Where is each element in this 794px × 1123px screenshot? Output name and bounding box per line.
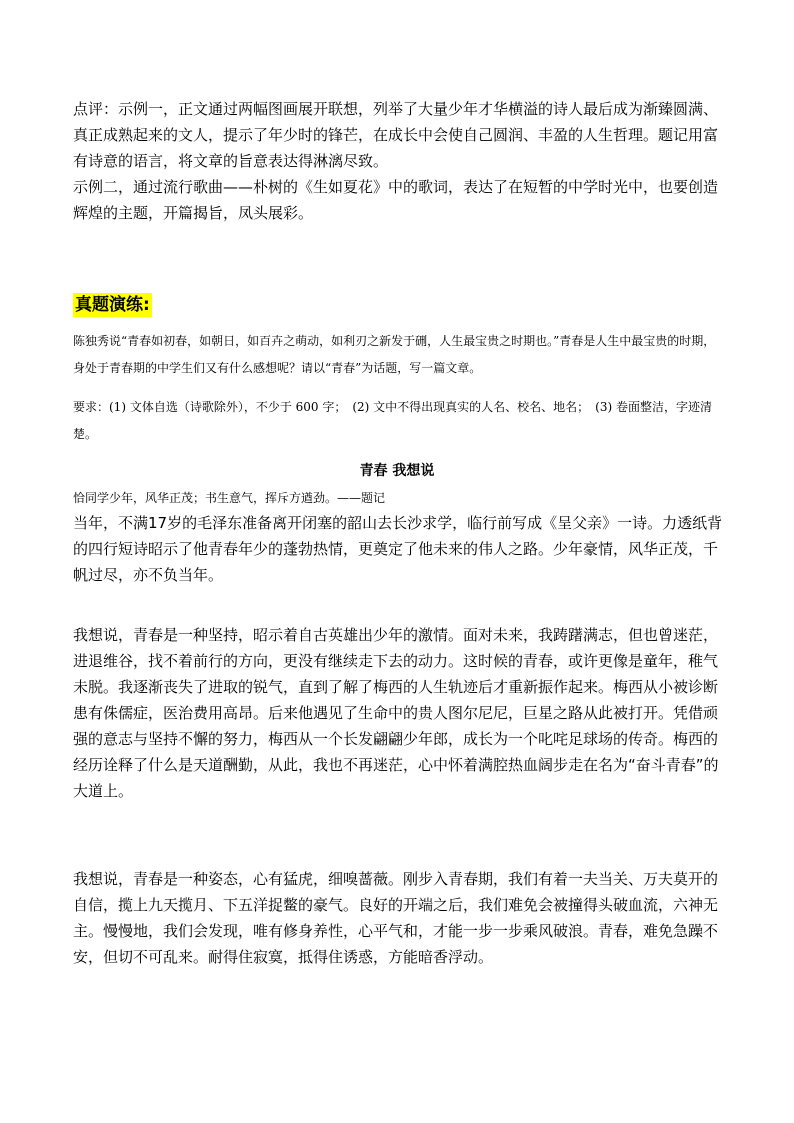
prompt-text: 陈独秀说“青春如初春，如朝日，如百卉之萌动，如利刃之新发于硎，人生最宝贵之时期也。”青春是人生中最宝贵的时期，身处于青春期的中学生们又有什么感想呢？请以“青春”为话题，写一篇文章。 (73, 334, 716, 375)
essay-paragraph-1: 当年，不满17岁的毛泽东准备离开闭塞的韶山去长沙求学，临行前写成《呈父亲》一诗。力透纸背的四行短诗昭示了他青春年少的蓬勃热情，更奠定了他未来的伟人之路。少年豪情，风华正茂，千帆过尽，亦不负当年。 (73, 514, 723, 584)
comment-paragraph-2: 示例二，通过流行歌曲——朴树的《生如夏花》中的歌词，表达了在短暂的中学时光中，也要创造辉煌的主题，开篇揭旨，凤头展彩。 (73, 178, 719, 222)
essay-title: 青春 我想说 (359, 463, 435, 479)
prompt-requirements: 要求：(1) 文体自选（诗歌除外），不少于 600 字； (2) 文中不得出现真实的人名、校名、地名； (3) 卷面整洁，字迹清楚。 (73, 400, 712, 441)
essay-paragraph-3: 我想说，青春是一种姿态，心有猛虎，细嗅蔷薇。刚步入青春期，我们有着一夫当关、万夫莫开的自信，揽上九天揽月、下五洋捉鳖的豪气。良好的开端之后，我们难免会被撞得头破血流，六神无主。慢慢地，我们会发现，唯有修身养性，心平气和，才能一步一步乘风破浪。青春，难免急躁不安，但切不可乱来。耐得住寂寞，抵得住诱惑，方能暗香浮动。 (73, 870, 719, 966)
essay-paragraph-2: 我想说，青春是一种坚持，昭示着自古英雄出少年的激情。面对未来，我踌躇满志，但也曾迷茫，进退维谷，找不着前行的方向，更没有继续走下去的动力。这时候的青春，或许更像是童年，稚气未脱。我逐渐丧失了进取的锐气，直到了解了梅西的人生轨迹后才重新振作起来。梅西从小被诊断患有侏儒症，医治费用高昂。后来他遇见了生命中的贵人图尔尼尼，巨星之路从此被打开。凭借顽强的意志与坚持不懈的努力，梅西从一个长发翩翩少年郎，成长为一个叱咤足球场的传奇。梅西的经历诠释了什么是天道酬勤，从此，我也不再迷茫，心中怀着满腔热血阔步走在名为“奋斗青春”的大道上。 (73, 626, 719, 800)
essay-epigraph: 恰同学少年，风华正茂；书生意气，挥斥方遒劲。——题记 (73, 491, 386, 505)
section-heading: 真题演练: (75, 295, 150, 315)
comment-paragraph-1: 点评：示例一，正文通过两幅图画展开联想，列举了大量少年才华横溢的诗人最后成为渐臻圆满、真正成熟起来的文人，提示了年少时的锋芒，在成长中会使自己圆润、丰盈的人生哲理。题记用富有诗意的语言，将文章的旨意表达得淋漓尽致。 (73, 100, 719, 170)
